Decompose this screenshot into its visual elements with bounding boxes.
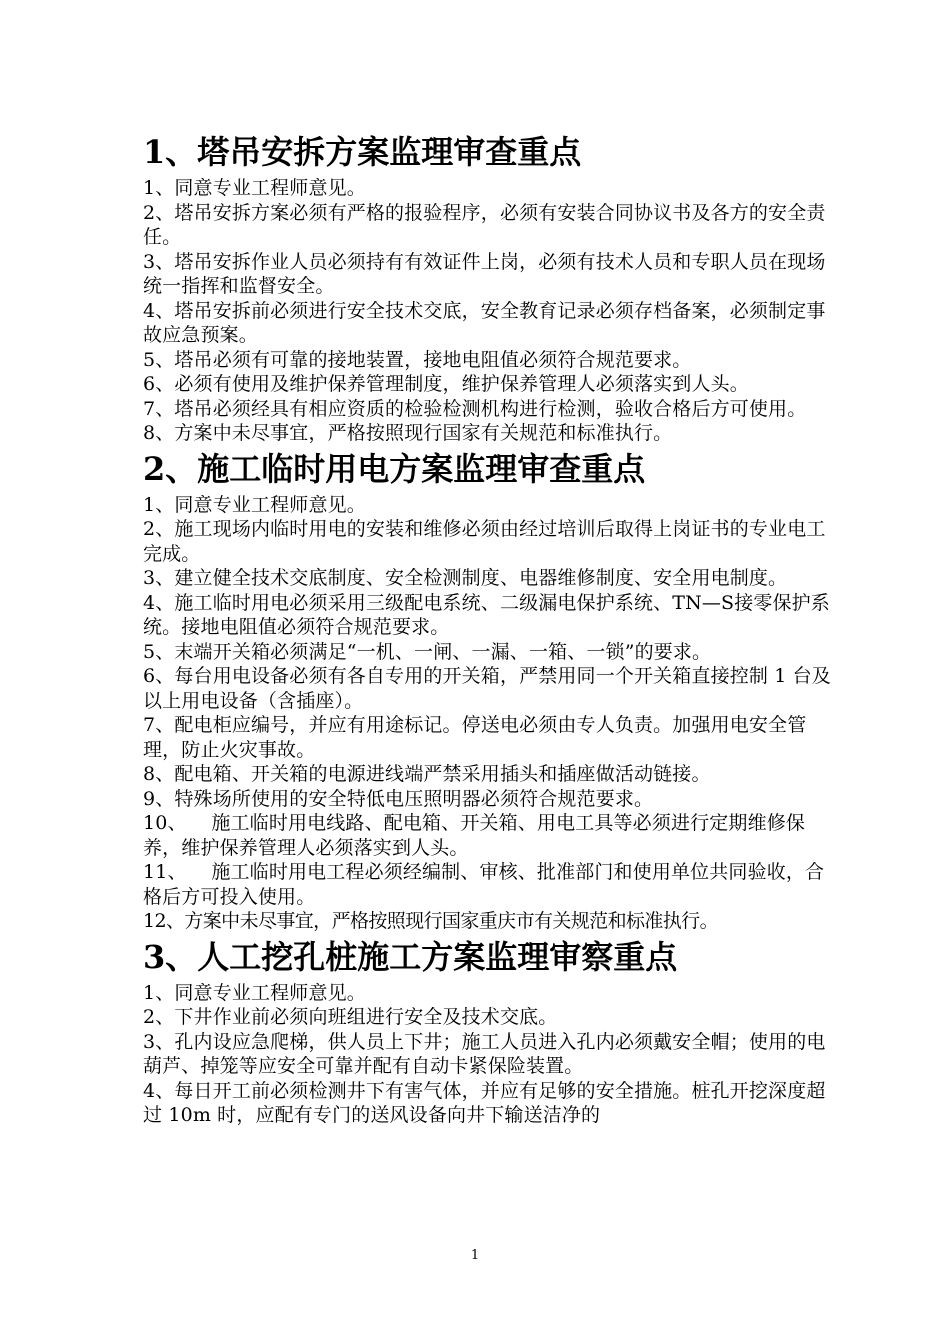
list-item: 3、孔内设应急爬梯，供人员上下井；施工人员进入孔内必须戴安全帽；使用的电葫芦、掉笼等应安全可靠并配有自动卡紧保险装置。 (143, 1030, 826, 1077)
list-item: 5、塔吊必须有可靠的接地装置，接地电阻值必须符合规范要求。 (143, 348, 692, 371)
list-item: 6、必须有使用及维护保养管理制度，维护保养管理人必须落实到人头。 (143, 373, 749, 395)
list-item: 6、每台用电设备必须有各自专用的开关箱，严禁用同一个开关箱直接控制 1 台及以上用电设备（含插座）。 (143, 665, 831, 712)
list-item: 8、方案中未尽事宜，严格按照现行国家有关规范和标准执行。 (143, 422, 673, 444)
section-heading: 2、施工临时用电方案监理审查重点 (143, 449, 646, 488)
list-item: 4、施工临时用电必须采用三级配电系统、二级漏电保护系统、TN—S接零保护系统。接地电阻值必须符合规范要求。 (143, 591, 830, 638)
list-item: 1、同意专业工程师意见。 (143, 493, 366, 516)
list-item: 10、 施工临时用电线路、配电箱、开关箱、用电工具等必须进行定期维修保养，维护保养管理人必须落实到人头。 (143, 812, 806, 859)
document-body (143, 128, 833, 1128)
section-temporary-power (143, 445, 833, 934)
list-item: 11、 施工临时用电工程必须经编制、审核、批准部门和使用单位共同验收，合格后方可投入使用。 (143, 861, 825, 908)
list-item: 8、配电箱、开关箱的电源进线端严禁采用插头和插座做活动链接。 (143, 763, 711, 785)
list-item: 12、方案中未尽事宜，严格按照现行国家重庆市有关规范和标准执行。 (143, 910, 718, 932)
page-number: 1 (470, 1248, 480, 1263)
list-item: 7、配电柜应编号，并应有用途标记。停送电必须由专人负责。加强用电安全管理，防止火灾事故。 (143, 714, 807, 761)
list-item: 4、每日开工前必须检测井下有害气体，并应有足够的安全措施。桩孔开挖深度超过 10m 时，应配有专门的送风设备向井下输送洁净的 (143, 1079, 826, 1126)
list-item: 9、特殊场所使用的安全特低电压照明器必须符合规范要求。 (143, 787, 654, 810)
list-item: 4、塔吊安拆前必须进行安全技术交底，安全教育记录必须存档备案，必须制定事故应急预案。 (143, 299, 826, 346)
list-item: 2、施工现场内临时用电的安装和维修必须由经过培训后取得上岗证书的专业电工完成。 (143, 518, 826, 565)
section-tower-crane (143, 128, 833, 446)
list-item: 2、下井作业前必须向班组进行安全及技术交底。 (143, 1006, 558, 1028)
list-item: 3、建立健全技术交底制度、安全检测制度、电器维修制度、安全用电制度。 (143, 567, 788, 589)
section-heading: 3、人工挖孔桩施工方案监理审察重点 (143, 937, 678, 976)
list-item: 3、塔吊安拆作业人员必须持有有效证件上岗，必须有技术人员和专职人员在现场统一指挥和监督安全。 (143, 250, 826, 297)
section-heading: 1、塔吊安拆方案监理审查重点 (143, 133, 582, 171)
list-item: 5、末端开关箱必须满足“一机、一闸、一漏、一箱、一锁”的要求。 (143, 640, 712, 663)
list-item: 2、塔吊安拆方案必须有严格的报验程序，必须有安装合同协议书及各方的安全责任。 (143, 201, 826, 248)
list-item: 7、塔吊必须经具有相应资质的检验检测机构进行检测，验收合格后方可使用。 (143, 397, 807, 420)
list-item: 1、同意专业工程师意见。 (143, 177, 366, 199)
section-manual-pile (143, 933, 833, 1128)
list-item: 1、同意专业工程师意见。 (143, 981, 366, 1004)
